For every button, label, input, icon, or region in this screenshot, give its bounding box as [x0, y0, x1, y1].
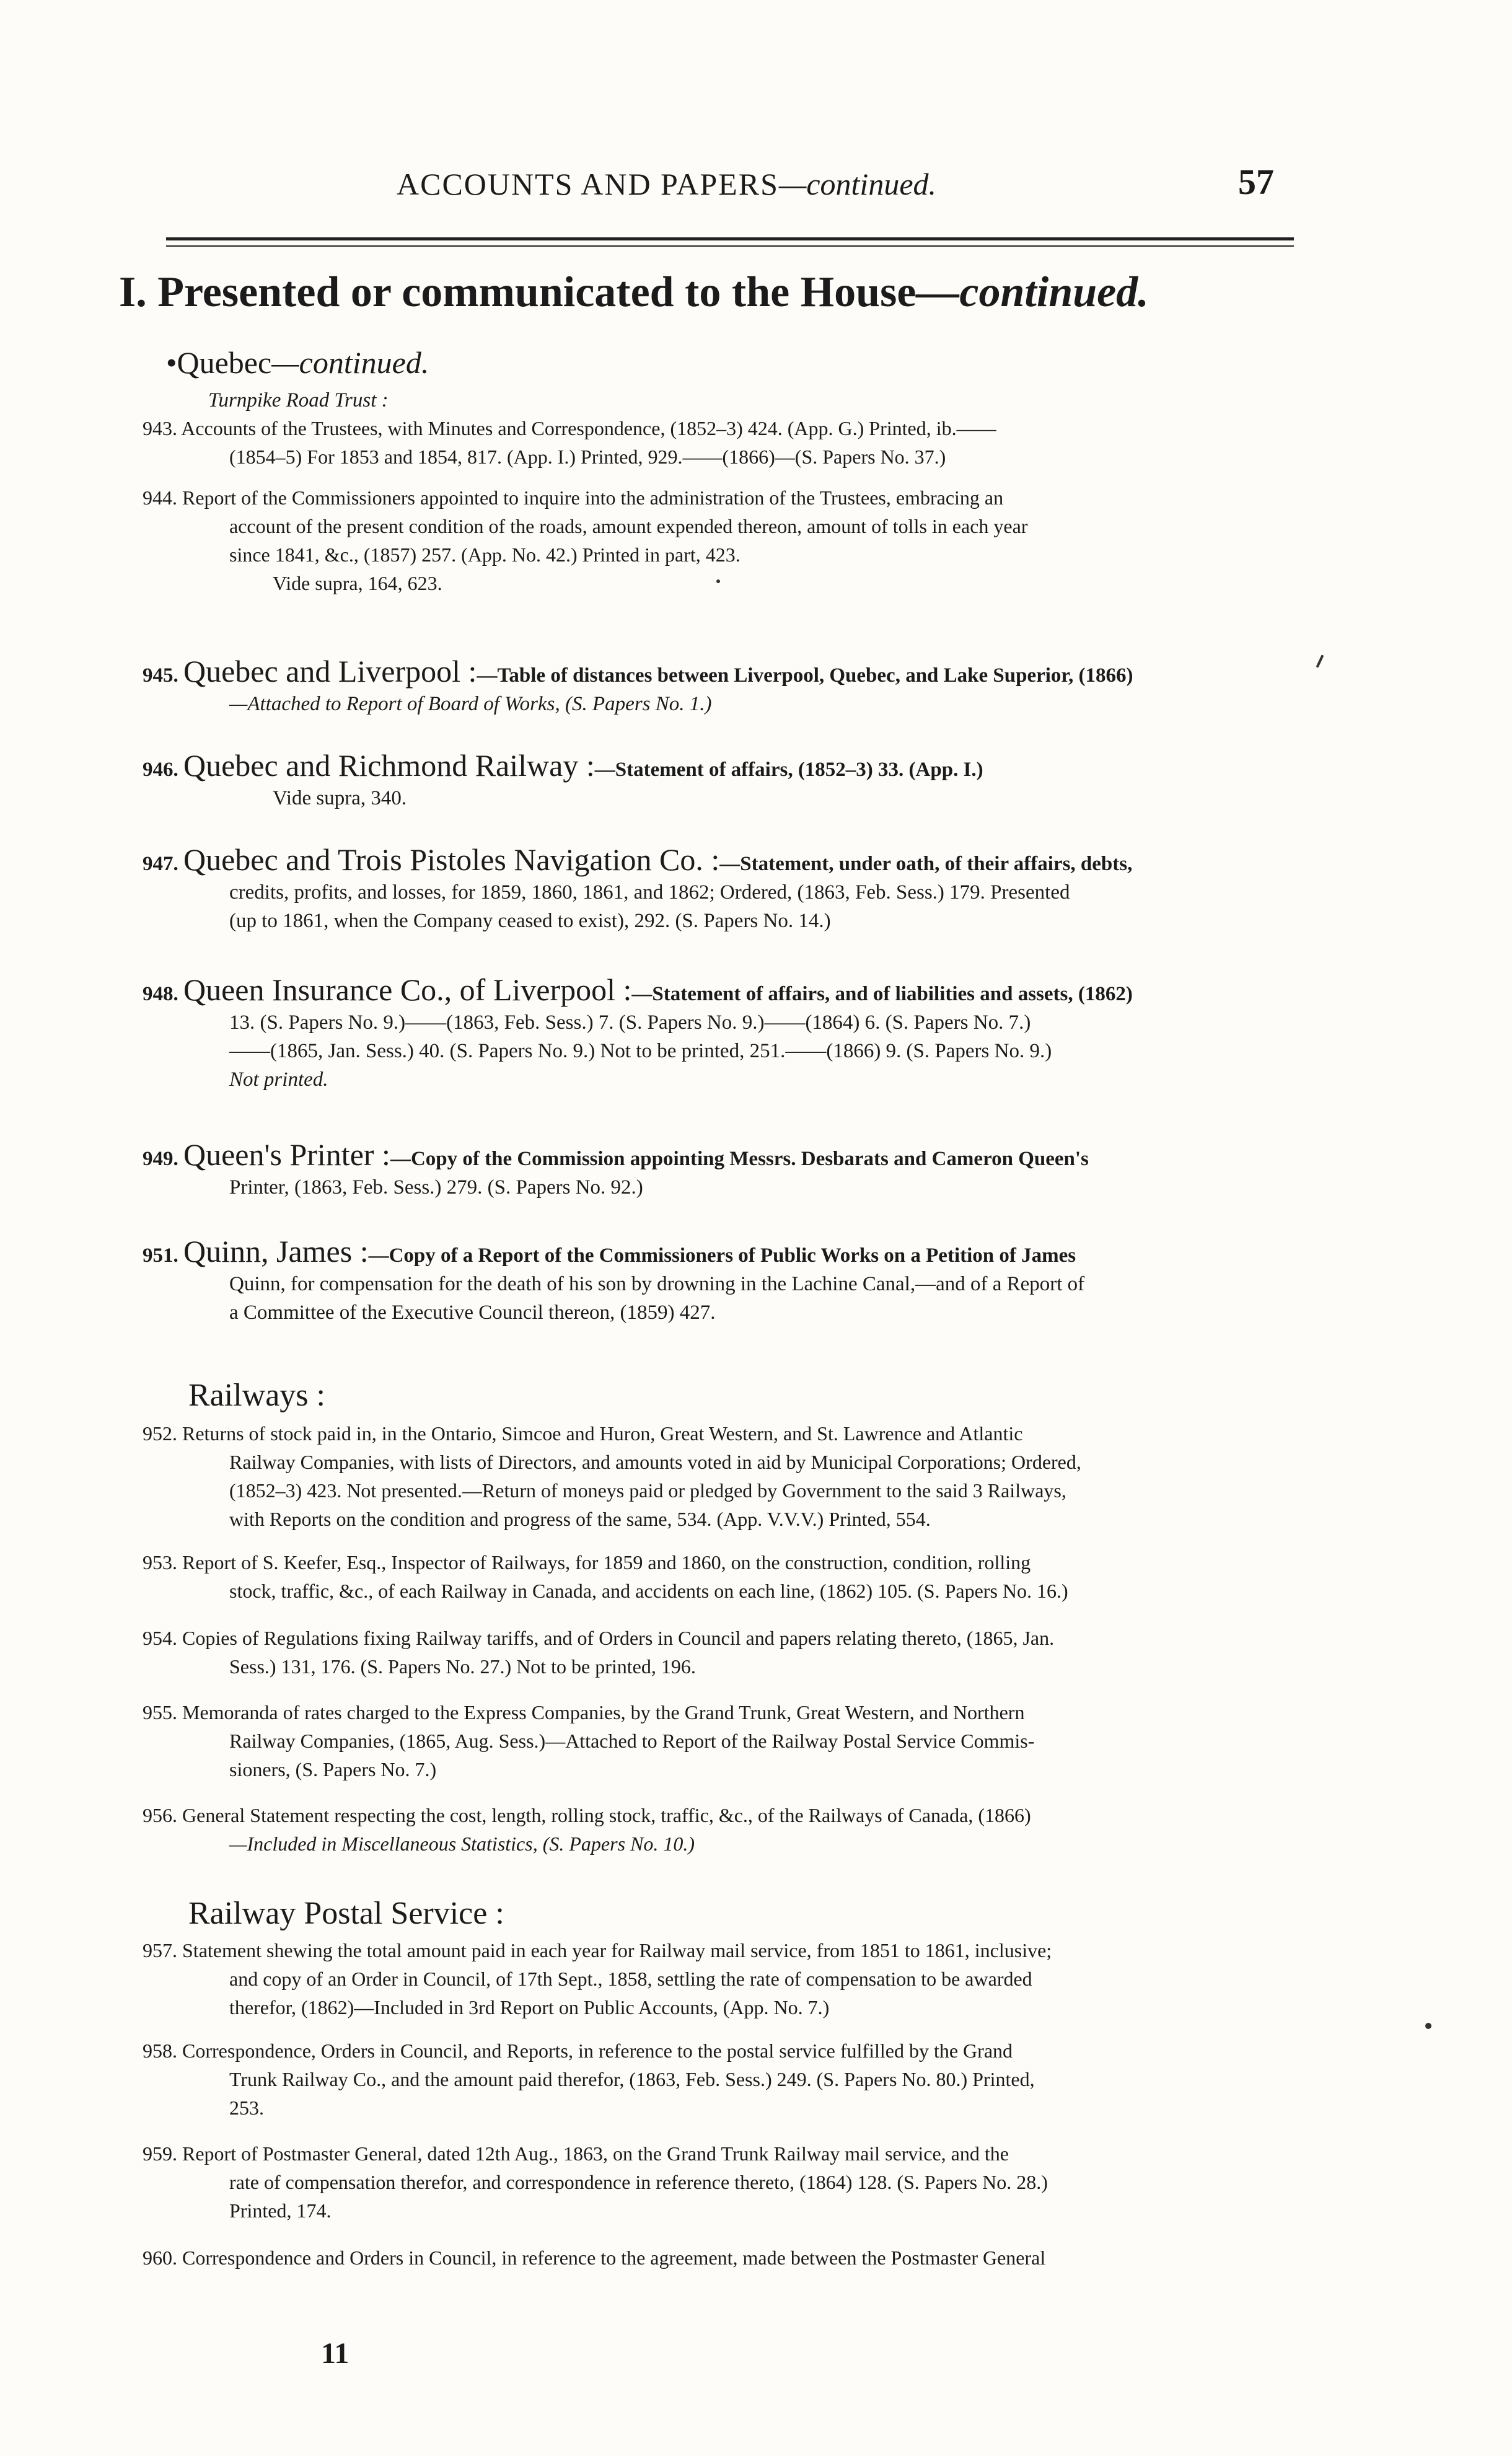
entry-heading: Quinn, James :	[183, 1234, 369, 1269]
subsection-heading-text: •Quebec	[166, 345, 272, 380]
entry-line: Printed, 174.	[229, 2199, 332, 2222]
entry-number: 946.	[143, 759, 178, 781]
entry-953	[143, 1548, 1301, 1605]
entry-line: 943. Accounts of the Trustees, with Minutes and Correspondence, (1852–3) 424. (App. G.) Printed, ib.——	[143, 417, 996, 439]
subsection-heading	[166, 345, 429, 381]
entry-line: 953. Report of S. Keefer, Esq., Inspector of Railways, for 1859 and 1860, on the construction, condition, rolling	[143, 1551, 1031, 1574]
entry-line: with Reports on the condition and progress of the same, 534. (App. V.V.V.) Printed, 554.	[229, 1508, 931, 1530]
entry-952	[143, 1419, 1301, 1533]
entry-line: 952. Returns of stock paid in, in the Ontario, Simcoe and Huron, Great Western, and St. Lawrence and Atlantic	[143, 1422, 1023, 1445]
subsection-heading-continued: —continued.	[271, 345, 429, 380]
entry-line: stock, traffic, &c., of each Railway in Canada, and accidents on each line, (1862) 105. (S. Papers No. 16.)	[229, 1580, 1068, 1602]
entry-line: —Copy of the Commission appointing Messrs. Desbarats and Cameron Queen's	[390, 1148, 1089, 1170]
ink-speck	[1425, 2023, 1431, 2029]
entry-958	[143, 2036, 1301, 2122]
entry-line: Trunk Railway Co., and the amount paid therefor, (1863, Feb. Sess.) 249. (S. Papers No. 80.) Printed,	[229, 2068, 1035, 2090]
entry-line: (up to 1861, when the Company ceased to exist), 292. (S. Papers No. 14.)	[229, 910, 831, 932]
entry-line: account of the present condition of the roads, amount expended thereon, amount of tolls in each year	[229, 515, 1028, 537]
header-rule-thin	[166, 245, 1294, 247]
entry-line: (1852–3) 423. Not presented.—Return of moneys paid or pledged by Government to the said 3 Railways,	[229, 1479, 1066, 1502]
section-title-continued: —continued.	[916, 268, 1149, 316]
entry-954	[143, 1624, 1301, 1681]
railways-heading: Railways :	[188, 1378, 325, 1413]
entry-line: Railway Companies, with lists of Directors, and amounts voted in aid by Municipal Corporations; Ordered,	[229, 1451, 1081, 1473]
entry-line: —Statement of affairs, and of liabilities and assets, (1862)	[631, 983, 1133, 1005]
ink-speck	[1316, 654, 1324, 668]
entry-line: —Statement, under oath, of their affairs, debts,	[719, 853, 1133, 875]
entry-heading: Queen Insurance Co., of Liverpool :	[183, 972, 632, 1007]
entry-line: Sess.) 131, 176. (S. Papers No. 27.) Not to be printed, 196.	[229, 1655, 696, 1678]
section-title	[119, 268, 1149, 317]
entry-line: Vide supra, 340.	[273, 787, 407, 809]
signature-mark: 11	[321, 2337, 349, 2370]
running-head	[397, 166, 936, 202]
entry-line: —Included in Miscellaneous Statistics, (S. Papers No. 10.)	[229, 1833, 695, 1855]
entry-line: (1854–5) For 1853 and 1854, 817. (App. I.) Printed, 929.——(1866)—(S. Papers No. 37.)	[229, 446, 946, 468]
entry-line: 958. Correspondence, Orders in Council, and Reports, in reference to the postal service fulfilled by the Grand	[143, 2040, 1013, 2062]
entry-line: 960. Correspondence and Orders in Council, in reference to the agreement, made between the Postmaster General	[143, 2247, 1046, 2269]
entry-line: 253.	[229, 2097, 264, 2119]
turnpike-heading: Turnpike Road Trust :	[208, 389, 389, 412]
entry-line: 944. Report of the Commissioners appointed to inquire into the administration of the Trustees, embracing an	[143, 486, 1004, 509]
entry-line: Not printed.	[229, 1068, 328, 1091]
entry-number: 947.	[143, 853, 178, 875]
entry-951	[143, 1234, 1301, 1327]
entry-960	[143, 2243, 1301, 2272]
entry-948	[143, 972, 1301, 1094]
entry-949	[143, 1137, 1301, 1202]
entry-line: Vide supra, 164, 623.	[273, 572, 442, 594]
entry-line: 957. Statement shewing the total amount paid in each year for Railway mail service, from 1851 to 1861, inclusive;	[143, 1939, 1052, 1961]
entry-line: —Table of distances between Liverpool, Quebec, and Lake Superior, (1866)	[477, 664, 1133, 687]
entry-number: 945.	[143, 664, 178, 687]
running-head-text: ACCOUNTS AND PAPERS	[397, 167, 779, 201]
entry-heading: Quebec and Trois Pistoles Navigation Co. :	[183, 842, 720, 877]
page-number: 57	[1238, 162, 1274, 202]
entry-heading: Queen's Printer :	[183, 1137, 390, 1172]
entry-line: rate of compensation therefor, and correspondence in reference thereto, (1864) 128. (S. Papers No. 28.)	[229, 2171, 1048, 2193]
entry-line: 13. (S. Papers No. 9.)——(1863, Feb. Sess.) 7. (S. Papers No. 9.)——(1864) 6. (S. Papers No. 7.)	[229, 1011, 1031, 1034]
entry-947	[143, 842, 1301, 935]
section-title-text: I. Presented or communicated to the House	[119, 268, 916, 316]
entry-line: Printer, (1863, Feb. Sess.) 279. (S. Papers No. 92.)	[229, 1176, 643, 1199]
entry-line: 959. Report of Postmaster General, dated 12th Aug., 1863, on the Grand Trunk Railway mail service, and the	[143, 2142, 1009, 2165]
entry-945	[143, 654, 1301, 718]
entry-line: a Committee of the Executive Council thereon, (1859) 427.	[229, 1301, 716, 1324]
entry-956	[143, 1801, 1301, 1858]
entry-heading: Quebec and Liverpool :	[183, 654, 477, 689]
entry-line: 956. General Statement respecting the cost, length, rolling stock, traffic, &c., of the Railways of Canada, (1866)	[143, 1804, 1031, 1826]
entry-line: therefor, (1862)—Included in 3rd Report on Public Accounts, (App. No. 7.)	[229, 1996, 830, 2018]
entry-line: —Attached to Report of Board of Works, (S. Papers No. 1.)	[229, 693, 712, 715]
ink-speck	[716, 579, 720, 583]
entry-955	[143, 1698, 1301, 1784]
entry-number: 951.	[143, 1244, 178, 1267]
entry-line: —Statement of affairs, (1852–3) 33. (App. I.)	[594, 759, 983, 781]
entry-959	[143, 2139, 1301, 2225]
entry-957	[143, 1936, 1301, 2022]
entry-heading: Quebec and Richmond Railway :	[183, 748, 595, 783]
header-rule-thick	[166, 237, 1294, 240]
entry-line: Railway Companies, (1865, Aug. Sess.)—Attached to Report of the Railway Postal Service Commis-	[229, 1730, 1035, 1752]
entry-944	[143, 483, 1301, 597]
running-head-continued: —continued.	[778, 167, 937, 201]
entry-943	[143, 414, 1301, 471]
entry-line: —Copy of a Report of the Commissioners of Public Works on a Petition of James	[368, 1244, 1076, 1267]
entry-line: ——(1865, Jan. Sess.) 40. (S. Papers No. 9.) Not to be printed, 251.——(1866) 9. (S. Papers No. 9.)	[229, 1040, 1052, 1062]
railway-postal-service-heading: Railway Postal Service :	[188, 1896, 504, 1931]
entry-line: 954. Copies of Regulations fixing Railway tariffs, and of Orders in Council and papers relating thereto, (1865, Jan.	[143, 1627, 1055, 1649]
entry-line: 955. Memoranda of rates charged to the Express Companies, by the Grand Trunk, Great Western, and Northern	[143, 1701, 1025, 1723]
entry-number: 948.	[143, 983, 178, 1005]
entry-line: credits, profits, and losses, for 1859, 1860, 1861, and 1862; Ordered, (1863, Feb. Sess.) 179. Presented	[229, 881, 1070, 904]
entry-line: Quinn, for compensation for the death of his son by drowning in the Lachine Canal,—and of a Report of	[229, 1273, 1085, 1295]
entry-946	[143, 748, 1301, 812]
entry-line: since 1841, &c., (1857) 257. (App. No. 42.) Printed in part, 423.	[229, 544, 741, 566]
entry-number: 949.	[143, 1148, 178, 1170]
entry-line: and copy of an Order in Council, of 17th Sept., 1858, settling the rate of compensation to be awarded	[229, 1968, 1032, 1990]
entry-line: sioners, (S. Papers No. 7.)	[229, 1758, 437, 1780]
